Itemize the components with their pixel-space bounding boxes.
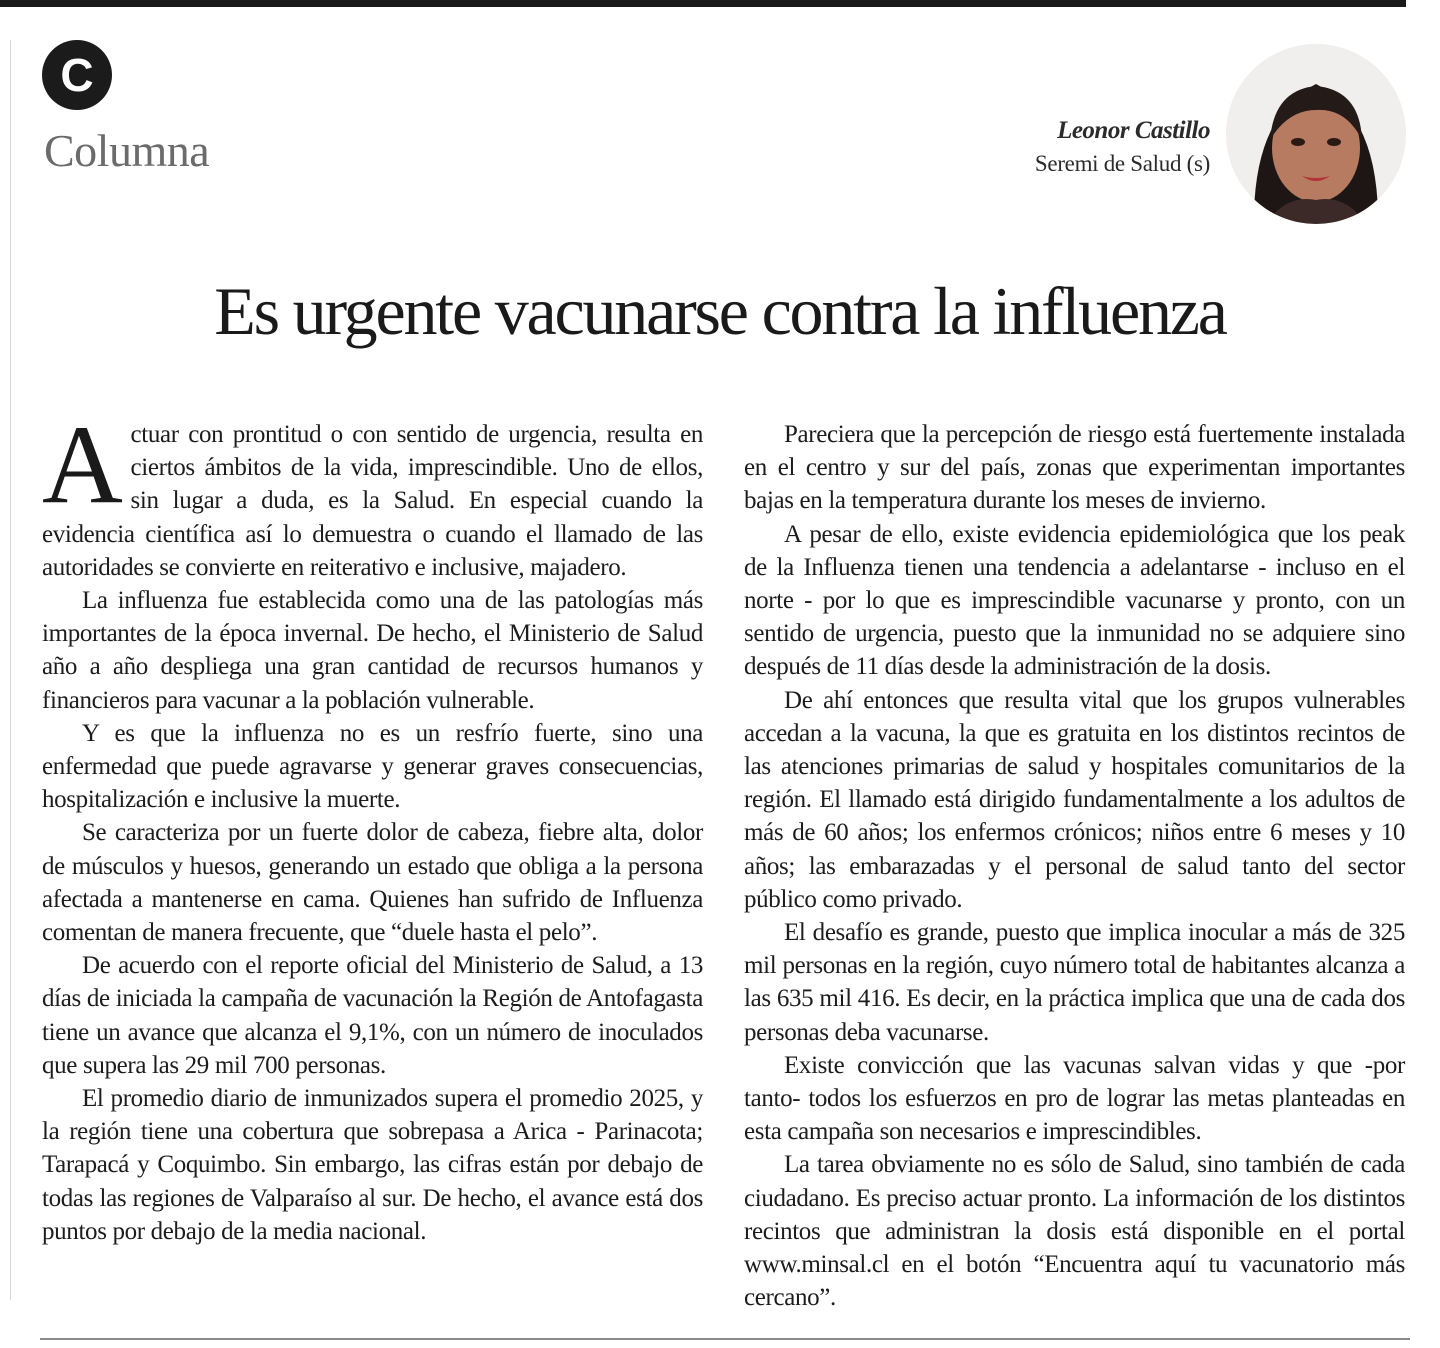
paragraph: Pareciera que la percepción de riesgo está fuertemente instalada en el centro y sur del país, zonas que experimentan importantes bajas en la temperatura durante los meses de invierno. [744,421,1405,515]
article-column-right [744,418,1405,1314]
bottom-rule [40,1338,1410,1340]
paragraph: La tarea obviamente no es sólo de Salud, sino también de cada ciudadano. Es preciso actuar pronto. La información de los distintos recintos que administran la dosis está disponible en el portal www.minsal.cl en el botón “Encuentra aquí tu vacunatorio más cercano”. [744,1151,1405,1312]
paragraph: De ahí entonces que resulta vital que los grupos vulnerables accedan a la vacuna, la que es gratuita en los distintos recintos de las atenciones primarias de salud y hospitales comunitarios de la región. El llamado está dirigido fundamentalmente a los adultos de más de 60 años; los enfermos crónicos; niños entre 6 meses y 10 años; las embarazadas y el personal de salud tanto del sector público como privado. [744,686,1405,913]
section-label: Columna [44,125,210,176]
section-badge: C [42,40,112,110]
top-rule [0,0,1406,7]
paragraph: De acuerdo con el reporte oficial del Ministerio de Salud, a 13 días de iniciada la campaña de vacunación la Región de Antofagasta tiene un avance que alcanza el 9,1%, con un número de inoculados que supera las 29 mil 700 personas. [42,952,703,1079]
paragraph: Y es que la influenza no es un resfrío fuerte, sino una enfermedad que puede agravarse y generar graves consecuencias, hospitalización e inclusive la muerte. [42,719,703,814]
paragraph: Actuar con prontitud o con sentido de urgencia, resulta en ciertos ámbitos de la vida, imprescindible. Uno de ellos, sin lugar a duda, es la Salud. En especial cuando la evidencia científica así lo demuestra o cuando el llamado de las autoridades se convierte en reiterativo e inclusive, majadero. [42,403,703,581]
author-role: Seremi de Salud (s) [1034,151,1210,176]
paragraph: Existe convicción que las vacunas salvan vidas y que -por tanto- todos los esfuerzos en pro de lograr las metas planteadas en esta campaña son necesarios e imprescindibles. [744,1051,1405,1146]
article-headline: Es urgente vacunarse contra la influenza [214,273,1226,349]
paragraph: La influenza fue establecida como una de las patologías más importantes de la época invernal. De hecho, el Ministerio de Salud año a año despliega una gran cantidad de recursos humanos y financieros para vacunar a la población vulnerable. [42,587,703,714]
author-portrait-icon [1226,44,1406,224]
author-byline [1035,116,1210,182]
author-photo [1226,44,1406,224]
author-name: Leonor Castillo [1057,117,1210,144]
article-column-left [42,403,703,1248]
drop-cap: A [42,403,123,527]
paragraph: A pesar de ello, existe evidencia epidemiológica que los peak de la Influenza tienen una tendencia a adelantarse - incluso en el norte - por lo que es imprescindible vacunarse y pronto, con un sentido de urgencia, puesto que la inmunidad no se adquiere sino después de 11 días desde la administración de la dosis. [744,520,1405,681]
left-margin-rule [10,40,11,1300]
paragraph: El desafío es grande, puesto que implica inocular a más de 325 mil personas en la región, cuyo número total de habitantes alcanza a las 635 mil 416. Es decir, en la práctica implica que una de cada dos personas deba vacunarse. [744,919,1405,1046]
paragraph: Se caracteriza por un fuerte dolor de cabeza, fiebre alta, dolor de músculos y huesos, generando un estado que obliga a la persona afectada a mantenerse en cama. Quienes han sufrido de Influenza comentan de manera frecuente, que “duele hasta el pelo”. [42,819,703,947]
paragraph: El promedio diario de inmunizados supera el promedio 2025, y la región tiene una cobertura que sobrepasa a Arica - Parinacota; Tarapacá y Coquimbo. Sin embargo, las cifras están por debajo de todas las regiones de Valparaíso al sur. De hecho, el avance está dos puntos por debajo de la media nacional. [42,1085,703,1245]
